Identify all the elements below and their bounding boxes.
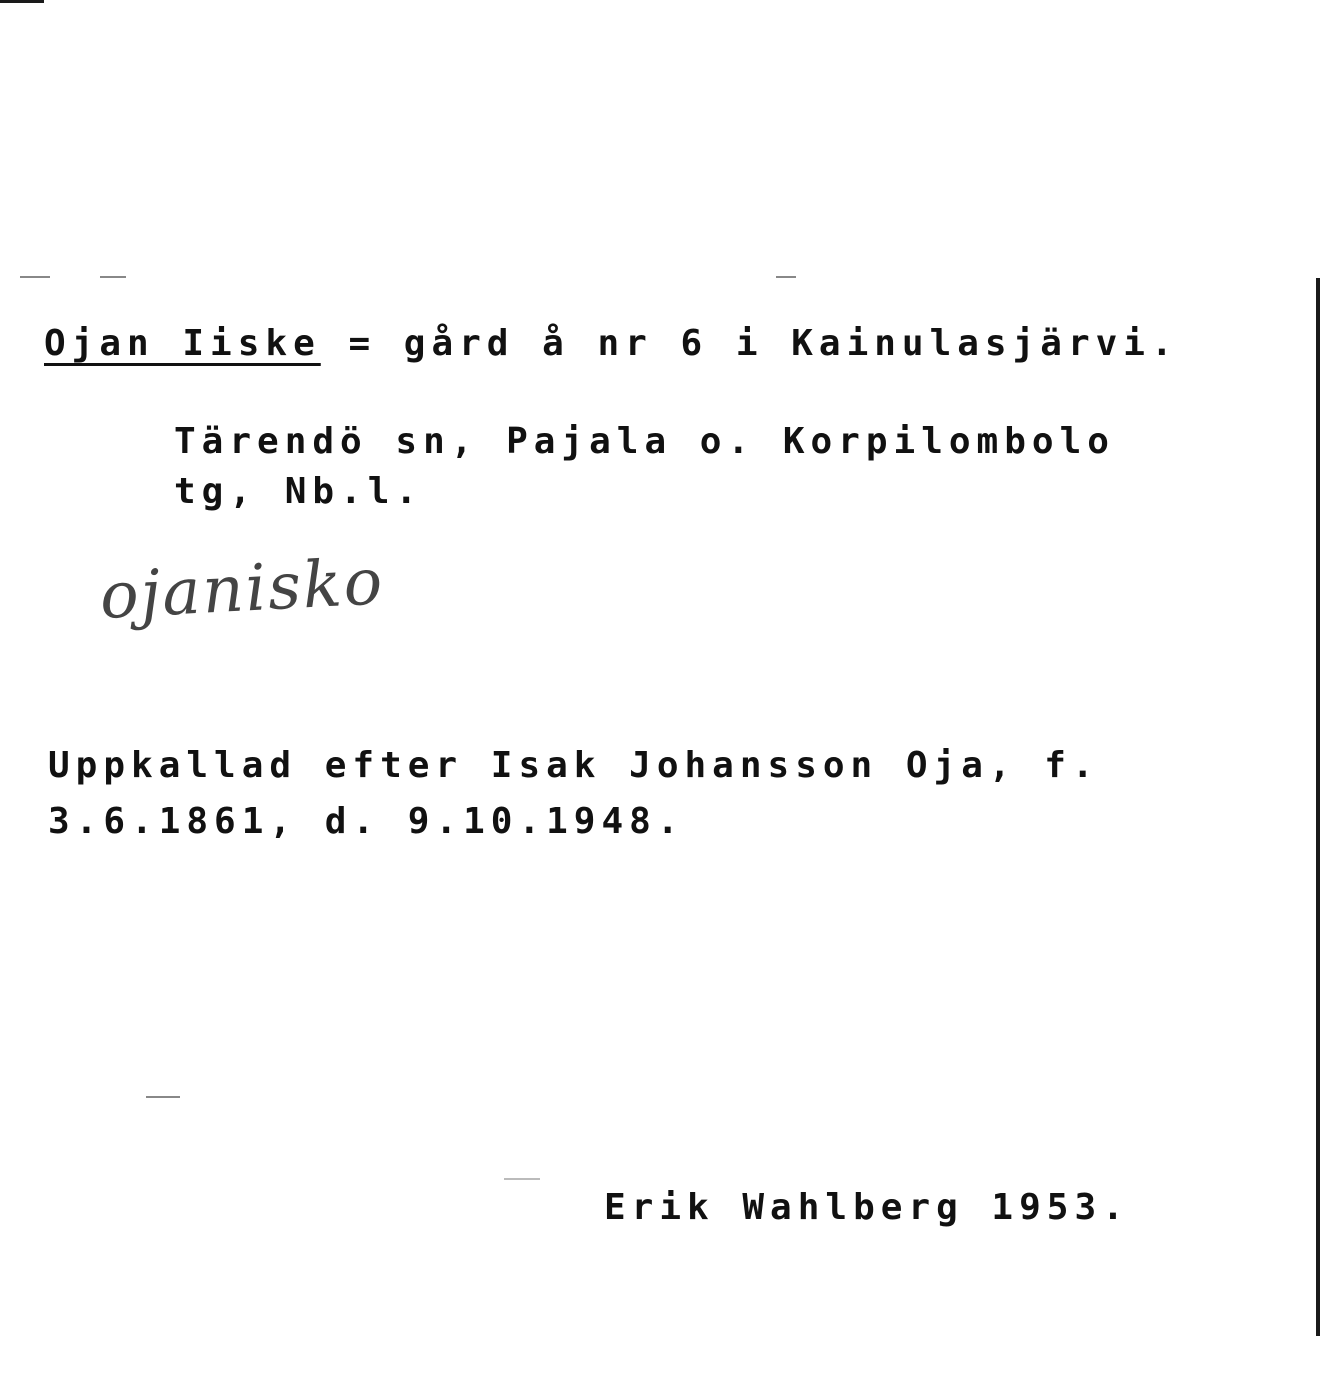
headline <box>44 323 1179 364</box>
scan-speck <box>504 1178 540 1180</box>
scan-speck <box>20 276 50 278</box>
signature: Erik Wahlberg 1953. <box>604 1187 1130 1228</box>
corner-mark <box>0 0 44 3</box>
scan-speck <box>146 1096 180 1098</box>
scan-speck <box>100 276 126 278</box>
scan-speck <box>776 276 796 278</box>
origin-line-2: 3.6.1861, d. 9.10.1948. <box>48 801 685 842</box>
headword: Ojan Iiske <box>44 323 321 364</box>
location-line-1: Tärendö sn, Pajala o. Korpilombolo <box>174 421 1115 462</box>
location-line-2: tg, Nb.l. <box>174 471 424 512</box>
handwritten-note: ojanisko <box>98 545 386 634</box>
definition: = gård å nr 6 i Kainulasjärvi. <box>348 323 1179 364</box>
origin-line-1: Uppkallad efter Isak Johansson Oja, f. <box>48 745 1100 786</box>
card-edge <box>1316 278 1320 1336</box>
